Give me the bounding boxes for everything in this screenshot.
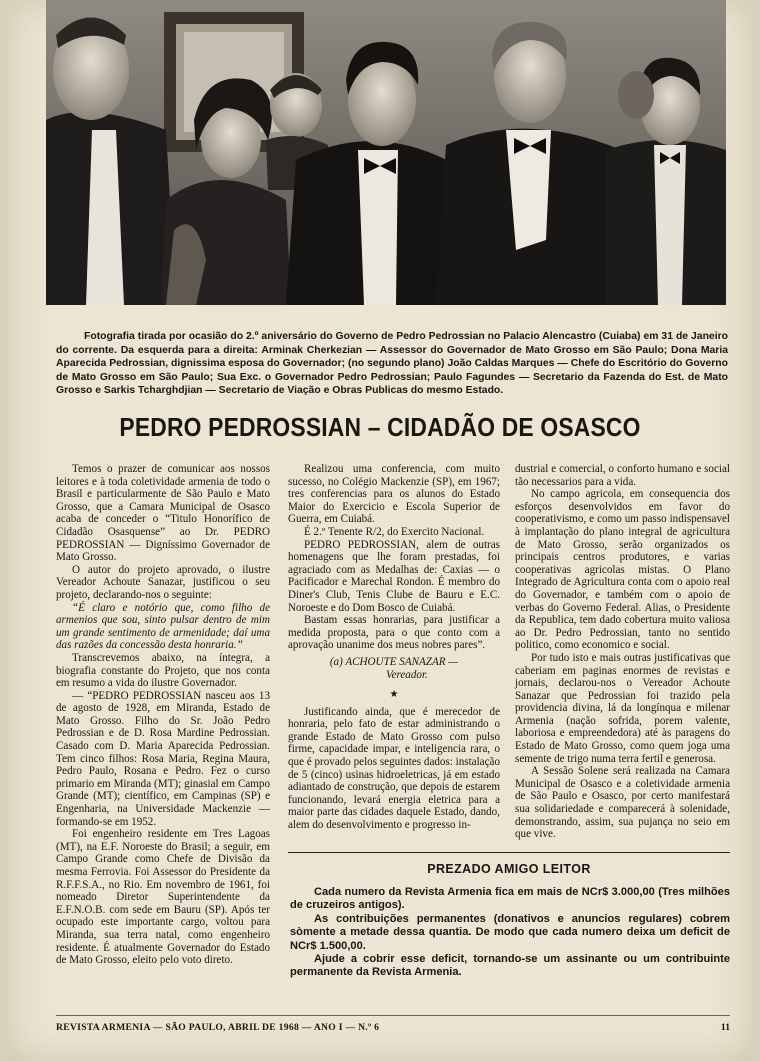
star-separator: ★ — [389, 689, 399, 701]
footer-divider — [56, 1015, 730, 1016]
paragraph: Cada numero da Revista Armenia fica em mais de NCr$ 3.000,00 (Tres milhões de cruzeiros antigos). — [290, 886, 730, 912]
group-photograph — [46, 0, 726, 305]
page-number: 11 — [720, 1022, 730, 1033]
paragraph: Bastam essas honrarias, para justificar a medida proposta, para o que conto com a aprovação unanime dos meus nobres pares”. — [288, 614, 500, 652]
article-column-3 — [515, 463, 730, 841]
paragraph: Ajude a cobrir esse deficit, tornando-se um assinante ou um contribuinte permanente da Revista Armenia. — [290, 953, 730, 979]
paragraph: Temos o prazer de comunicar aos nossos leitores e à toda coletividade armenia de todo o Brasil e particularmente de São Paulo e Mato Grosso, que a Camara Municipal de Osasco acaba de conceder o “Titulo Honorífico de Cidadão Osasquense” ao Dr. PEDRO PEDROSSIAN — Digníssimo Governador de Mato Grosso. — [56, 463, 270, 564]
quote-paragraph: “É claro e notório que, como filho de armenios que sou, sinto pulsar dentro de mim um grande sentimento de armenidade; daí uma das razões da concessão desta honraria.” — [56, 601, 270, 652]
photo-caption: Fotografia tirada por ocasião do 2.º aniversário do Governo de Pedro Pedrossian no Palacio Alencastro (Cuiaba) em 31 de Janeiro do corrente. Da esquerda para a direita: Arminak Cherkezian — Assessor do Governador de Mato Grosso em São Paulo; Dona Maria Aparecida Pedrossian, dignissima esposa do Governador; (no segundo plano) João Caldas Marques — Chefe do Escritório do Governo de Mato Grosso em São Paulo; Sua Exc. o Governador Pedro Pedrossian; Paulo Fagundes — Secretario da Fazenda do Est. de Mato Grosso e Sarkis Tcharghdjian — Secretario de Viação e Obras Publicas do mesmo Estado. — [56, 331, 728, 397]
page-footer: REVISTA ARMENIA — SÃO PAULO, ABRIL DE 1968 — ANO I — N.º 6 — [56, 1022, 380, 1033]
paragraph: Justificando ainda, que é merecedor de honraria, pelo fato de estar administrando o grande Estado de Mato Grosso com pulso firme, capacidade impar, e inteligencia rara, o que é provado pelos seguintes dados: instalação de 5 (cinco) usinas hidroeletricas, já em estado adiantado de construção, que depois de estarem funcionando, levará energia eletrica para a maior parte das cidades daquele Estado, dando, alem do desenvolvimento e progresso in- — [288, 705, 500, 832]
article-column-1 — [56, 463, 270, 967]
paragraph: Realizou uma conferencia, com muito sucesso, no Colégio Mackenzie (SP), em 1967; tres conferencias para os alunos do Estado Maior do Exercicio e Escola Superior de Guerra, em Cuiabá. — [288, 463, 500, 526]
reader-notice-body — [290, 886, 730, 980]
article-column-2 — [288, 463, 500, 832]
paragraph: dustrial e comercial, o conforto humano e social tão necessarios para a vida. — [515, 463, 730, 488]
paragraph: O autor do projeto aprovado, o ilustre Vereador Achoute Sanazar, justificou o seu projeto, declarando-nos o seguinte: — [56, 563, 270, 601]
signature-name: (a) ACHOUTE SANAZAR — — [329, 655, 459, 668]
paragraph: PEDRO PEDROSSIAN, alem de outras homenagens que lhe foram prestadas, foi agraciado com as Medalhas de: Caxias — o Pacificador e Marechal Rondon. É membro do Diner's Club, Tenis Clube de Bauru e E.C. Noroeste e do Dom Bosco de Cuiabá. — [288, 538, 500, 614]
reader-notice-title: PREZADO AMIGO LEITOR — [427, 862, 591, 876]
signature-line — [288, 656, 500, 669]
paragraph: É 2.º Tenente R/2, do Exercito Nacional. — [304, 525, 485, 538]
paragraph: Foi engenheiro residente em Tres Lagoas (MT), na E.F. Noroeste do Brasil; a seguir, em Campo Grande como Chefe de Divisão da mesma Ferrovia. Foi Assessor do Presidente da R.F.F.S.A., no Rio. Em novembro de 1961, foi nomeado Diretor Superintendente da E.F.N.O.B. com sede em Bauru (SP). Após ter ocupado este importante cargo, voltou para Miranda, sua terra natal, como engenheiro residente. É atualmente Governador do Estado de Mato Grosso, eleito pelo voto direto. — [56, 828, 270, 967]
box-divider — [288, 852, 730, 853]
paragraph: — “PEDRO PEDROSSIAN nasceu aos 13 de agosto de 1928, em Miranda, Estado de Mato Grosso. Filho do Sr. João Pedro Pedrossian e de D. Rosa Mardine Pedrossian. Casado com D. Maria Aparecida Pedrossian. Tem cinco filhos: Rosa Maria, Regina Maura, Pedro Paulo, Rosana e Pedro. Fez o curso primario em Miranda (MT); ginasial em Campo Grande (MT); científico, em Campinas (SP) e Engenharia, na Universidade Mackenzie — formando-se em 1952. — [56, 689, 270, 828]
signature-title: Vereador. — [386, 668, 428, 681]
paragraph: As contribuições permanentes (donativos e anuncios regulares) cobrem sòmente a metade dessa quantia. De modo que cada numero deixa um deficit de NCr$ 1.500,00. — [290, 912, 730, 952]
paragraph: Transcrevemos abaixo, na íntegra, a biografia constante do Projeto, que nos conta em resumo a vida do ilustre Governador. — [56, 651, 270, 690]
magazine-page — [8, 0, 752, 1061]
paragraph: No campo agricola, em consequencia dos esforços desenvolvidos em favor do cooperativismo, e como um passo indispensavel à implantação do plano integral de agricultura de Mato Grosso, serão organizados os principais centros produtores, e varias cooperativas agricolas mistas. O Plano Integrado de Agricultura conta com o apoio real do Governador, e também com o apoio de verbas do Governo Federal. Alias, o Presidente da Republica, tem dado cobertura muito valiosa ao Dr. Pedro Pedrossian, tanto no sentido politico, como economico e social. — [515, 488, 730, 652]
paragraph: A Sessão Solene será realizada na Camara Municipal de Osasco e a coletividade armenia de São Paulo e Osasco, por certo manifestará sua solidariedade e comparecerá à solenidade, demonstrando, assim, sua pujança no seio em que vive. — [515, 765, 730, 841]
paragraph: Por tudo isto e mais outras justificativas que caberiam em paginas enormes de revistas e jornais, declarou-nos o Vereador Achoute Sanazar que Pedrossian foi trazido pela providencia divina, lá da longínqua e milenar Armenia (nação sofrida, porem valente, laboriosa e empreendedora) até às paragens do Estado de Mato Grosso, como quem joga uma semente de trigo numa terra fertil e generosa. — [515, 651, 730, 765]
headline: PEDRO PEDROSSIAN – CIDADÃO DE OSASCO — [119, 412, 641, 442]
